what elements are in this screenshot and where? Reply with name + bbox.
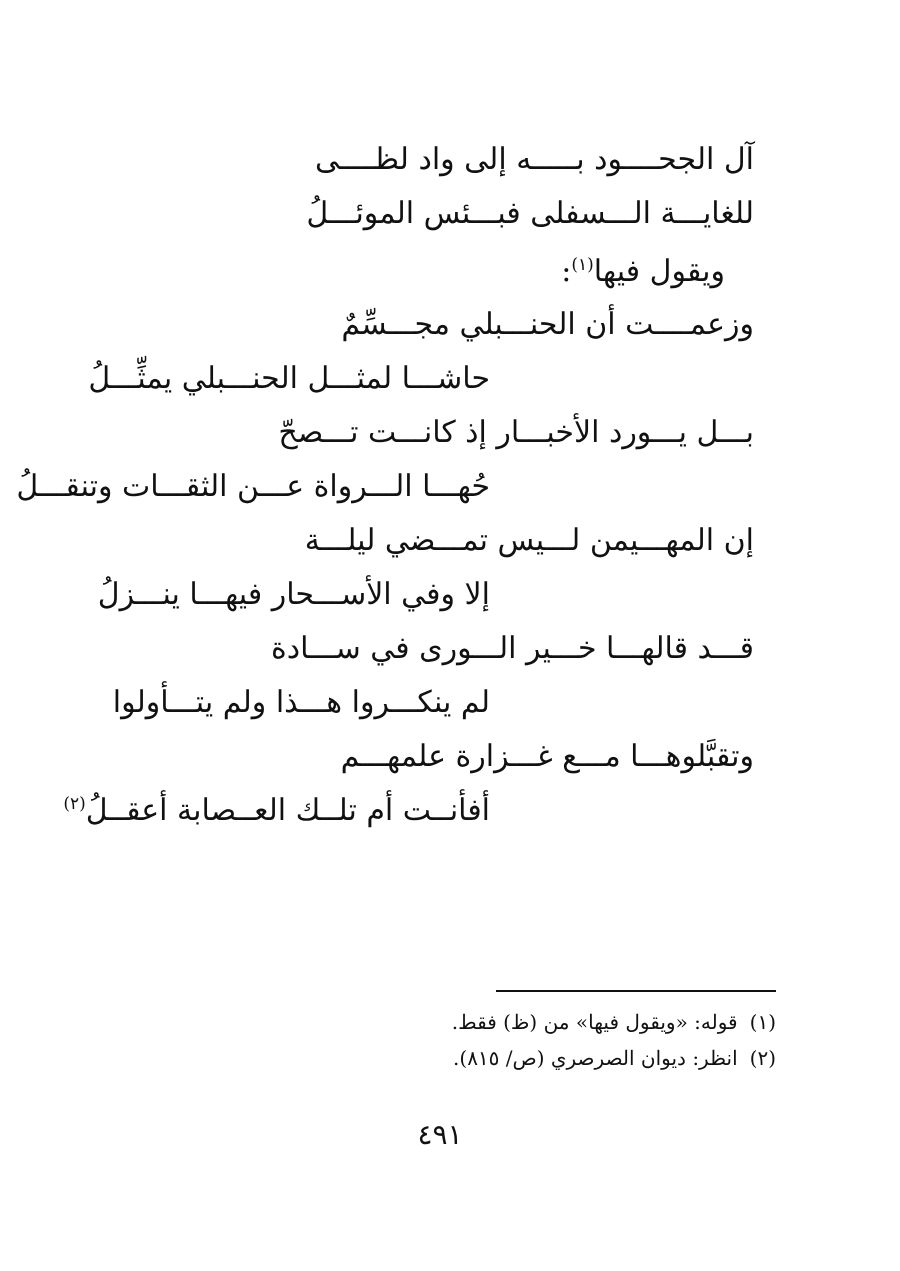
intro-colon: : [561,254,572,289]
footnote-2-text: انظر: ديوان الصرصري (ص/ ٨١٥). [453,1046,738,1070]
verse-line-5: بـــل يـــورد الأخبـــار إذ كانـــت تـــصحّ [278,415,754,450]
verse-line-2: للغايـــة الـــسفلى فبـــئس الموئـــلُ [306,196,754,231]
verse-line-12 [63,791,490,831]
footnote-1-text: قوله: «ويقول فيها» من (ظ) فقط. [451,1010,738,1034]
intro-phrase: ويقول فيها [593,254,725,289]
verse-line-8: إلا وفي الأســـحار فيهـــا ينـــزلُ [97,577,490,612]
footnote-2-number: (٢) [749,1046,776,1070]
footnote-ref-2: (٢) [63,794,86,814]
verse-line-6: حُهـــا الـــرواة عـــن الثقـــات وتنقـــلُ [16,469,490,504]
verse-line-10: لم ينكـــروا هـــذا ولم يتـــأولوا [112,685,490,720]
intro-text [561,252,725,292]
verse-line-11: وتقبَّلوهـــا مـــع غـــزارة علمهـــم [340,739,754,774]
verse-line-7: إن المهـــيمن لـــيس تمـــضي ليلـــة [304,523,754,558]
verse-line-9: قـــد قالهـــا خـــير الـــورى في ســـادة [271,631,754,666]
verse-line-1: آل الجحــــود بـــــه إلى واد لظــــى [315,142,754,177]
page-number: ٤٩١ [417,1118,463,1151]
footnote-divider [496,990,776,992]
verse-line-4: حاشـــا لمثـــل الحنـــبلي يمثِّـــلُ [88,361,490,396]
footnote-2 [453,1044,776,1072]
footnote-ref-1: (١) [571,255,594,275]
verse-line-12-text: أفأنــت أم تلــك العــصابة أعقــلُ [85,793,490,828]
footnote-1 [452,1008,776,1036]
verse-line-3: وزعمــــت أن الحنـــبلي مجـــسِّمٌ [341,307,754,342]
footnote-1-number: (١) [749,1010,776,1034]
